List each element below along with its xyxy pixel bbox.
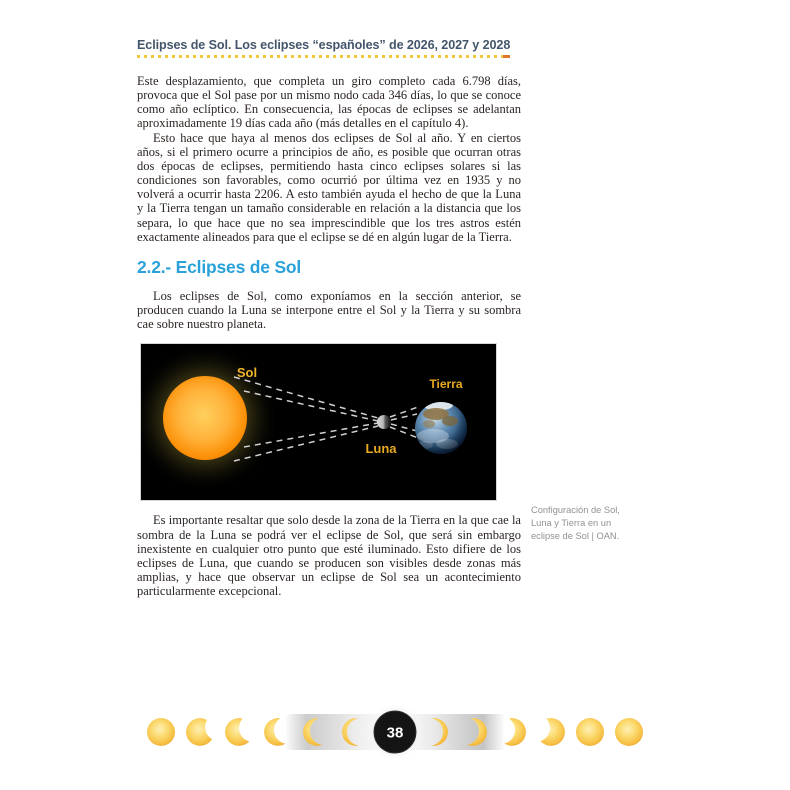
eclipse-phase-partial-icon bbox=[186, 718, 214, 746]
paragraph: Los eclipses de Sol, como exponíamos en la sección anterior, se producen cuando la Luna se interpone entre el Sol y la Tierra y su sombra cae sobre nuestro planeta. bbox=[137, 288, 521, 332]
eclipse-phase-full-icon bbox=[615, 718, 643, 746]
eclipse-configuration-figure bbox=[140, 343, 497, 501]
figure-caption: Configuración de Sol, Luna y Tierra en un eclipse de Sol | OAN. bbox=[531, 505, 620, 541]
eclipse-phase-crescent-icon bbox=[498, 718, 526, 746]
eclipse-phase-sliver-icon bbox=[342, 718, 370, 746]
eclipse-phase-full-icon bbox=[576, 718, 604, 746]
running-head bbox=[137, 38, 510, 58]
paragraph: Este desplazamiento, que completa un giro completo cada 6.798 días, provoca que el Sol pase por un mismo nodo cada 346 días, lo que se conoce como año eclíptico. En consecuencia, las épocas de eclipses se adelantan aproximadamente 19 días cada año (más detalles en el capítulo 4). bbox=[137, 74, 521, 131]
text-column bbox=[137, 74, 521, 598]
paragraph: Esto hace que haya al menos dos eclipses de Sol al año. Y en ciertos años, si el primero ocurre a principios de año, es posible que ocurran otras dos épocas de eclipses, permitiendo hasta cinco eclipses solares si las condiciones son favorables, como ocurrió por última vez en 1935 y no volverá a ocurrir hasta 2206. A esto también ayuda el hecho de que la Luna y la Tierra tengan un tamaño considerable en relación a la distancia que los separa, lo que hace que no sea imprescindible que los tres astros estén exactamente alineados para que el eclipse se dé en algún lugar de la Tierra. bbox=[137, 130, 521, 244]
eclipse-diagram bbox=[141, 344, 496, 500]
eclipse-phase-partial-icon bbox=[225, 718, 253, 746]
eclipse-phase-thin-crescent-icon bbox=[303, 718, 331, 746]
moon-icon bbox=[377, 415, 391, 429]
paragraph: Es importante resaltar que solo desde la zona de la Tierra en la que cae la sombra de la Luna se podrá ver el eclipse de Sol, que será sin embargo inexistente en cualquier otro punto que esté iluminado. Esto difiere de los eclipses de Luna, que cuando se producen son visibles desde zonas más amplias, y hace que observar un eclipse de Sol sea un acontecimiento particularmente excepcional. bbox=[137, 513, 521, 599]
eclipse-phase-thin-crescent-icon bbox=[459, 718, 487, 746]
sun-icon bbox=[163, 376, 247, 460]
sun-label: Sol bbox=[236, 365, 258, 381]
eclipse-phase-sliver-icon bbox=[420, 718, 448, 746]
eclipse-phase-partial-icon bbox=[537, 718, 565, 746]
eclipse-phase-crescent-icon bbox=[264, 718, 292, 746]
moon-label: Luna bbox=[365, 441, 397, 457]
footer-eclipse-strip bbox=[135, 702, 655, 762]
dotted-rule bbox=[137, 55, 510, 58]
earth-label: Tierra bbox=[429, 377, 463, 392]
eclipse-phase-full-icon bbox=[147, 718, 175, 746]
section-heading: 2.2.- Eclipses de Sol bbox=[137, 256, 302, 277]
page-number: 38 bbox=[386, 724, 404, 742]
running-head-title: Eclipses de Sol. Los eclipses “españoles” de 2026, 2027 y 2028 bbox=[137, 38, 511, 52]
page-number-badge bbox=[366, 703, 424, 761]
